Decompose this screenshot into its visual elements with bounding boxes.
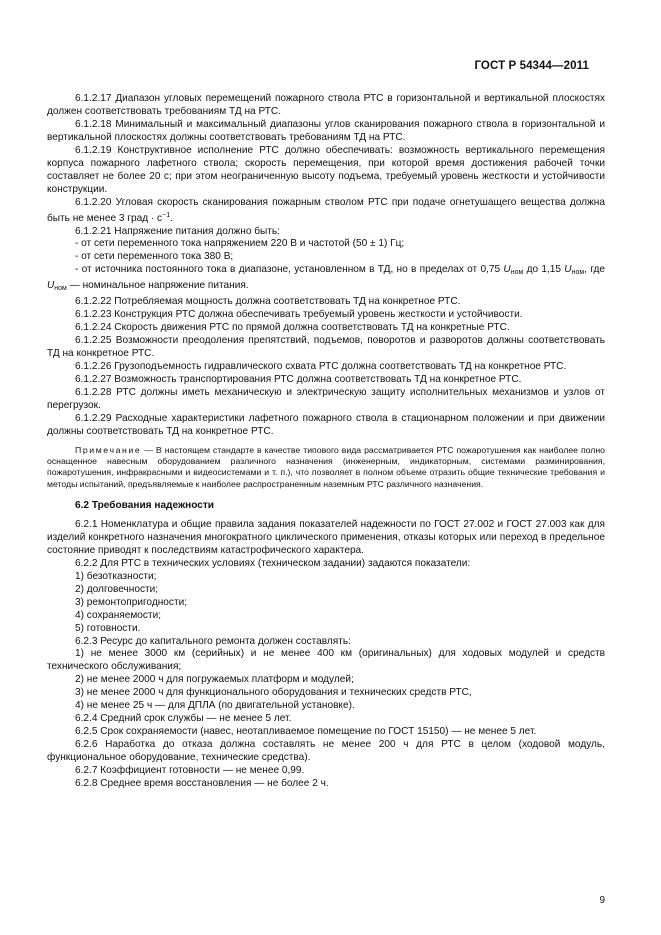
dc-text-b: до 1,15 [523,264,565,276]
paragraph-6-1-2-22: 6.1.2.22 Потребляемая мощность должна соответствовать ТД на конкретное РТС. [75,296,461,308]
paragraph-6-1-2-24: 6.1.2.24 Скорость движения РТС по прямой должна соответствовать ТД на конкретные РТС. [75,322,510,334]
paragraph-6-1-2-17: 6.1.2.17 Диапазон угловых перемещений пожарного ствола РТС в горизонтальной и вертикальной плоскостях должен соответствовать требованиям ТД на РТС. [47,93,605,117]
dc-text-c: , где [584,264,605,276]
voltage-symbol: U [564,264,572,276]
paragraph-6-1-2-19: 6.1.2.19 Конструктивное исполнение РТС должно обеспечивать: возможность вертикального перемещения корпуса пожарного лафетного ствола; скорость перемещения, при которой время достижения рабочей точки составляет не более 20 с; при этом неограниченную высоту подъема, требуемый уровень жесткости и устойчивости конструкции. [47,144,605,195]
dc-text-d: — номинальное напряжение питания. [66,280,249,292]
paragraph-6-1-2-21: 6.1.2.21 Напряжение питания должно быть: [75,225,280,237]
paragraph-6-1-2-28: 6.1.2.28 РТС должны иметь механическую и электрическую защиту исполнительных механизмов и узлов от перегрузок. [47,386,605,411]
paragraph-6-1-2-25: 6.1.2.25 Возможности преодоления препятствий, подъемов, поворотов и разворотов должны соответствовать ТД на конкретное РТС. [47,335,605,360]
paragraph-6-2-7: 6.2.7 Коэффициент готовности — не менее 0,99. [75,765,305,777]
list-item: 1) безотказности; [75,570,157,582]
paragraph-6-2-2: 6.2.2 Для РТС в технических условиях (техническом задании) задаются показатели: [75,557,471,569]
note-label: Примечание [75,444,142,455]
paragraph-6-1-2-20 [47,197,605,226]
section-title-6-2: 6.2 Требования надежности [75,499,214,511]
page-number: 9 [599,895,605,906]
list-item: 3) ремонтопригодности; [75,596,188,608]
list-item: 1) не менее 3000 км (серийных) и не менее 400 км (оригинальных) для ходовых модулей и средств технического обслуживания; [47,648,605,673]
list-item: 5) готовности. [75,622,141,634]
paragraph-6-1-2-29: 6.1.2.29 Расходные характеристики лафетного пожарного ствола в стационарном положении и при движении должны соответствовать ТД на конкретное РТС. [47,412,605,437]
list-item: 2) долговечности; [75,583,159,595]
dc-text-a: - от источника постоянного тока в диапазоне, установленном в ТД, но в пределах от 0,75 [75,264,504,276]
paragraph-6-2-1: 6.2.1 Номенклатура и общие правила задания показателей надежности по ГОСТ 27.002 и ГОСТ 27.003 как для изделий конкретного назначения многократного циклического применения, отказы которых или переход в предельное состояние приводят к последствиям катастрофического характера. [47,518,605,556]
paragraph-6-1-2-23: 6.1.2.23 Конструкция РТС должна обеспечивать требуемый уровень жесткости и устойчивости. [75,309,523,321]
page-body [47,93,605,791]
power-item-ac220: - от сети переменного тока напряжением 220 В и частотой (50 ± 1) Гц; [75,238,405,250]
paragraph-6-1-2-26: 6.1.2.26 Грузоподъемность гидравлического схвата РТС должна соответствовать ТД на конкретное РТС. [75,361,567,373]
voltage-symbol: U [503,264,511,276]
note-text: — В настоящем стандарте в качестве типового вида рассматривается РТС пожаротушения как наиболее полно оснащенное навесным оборудованием различного назначения (инженерным, индикаторным, системами разминирования, пожаротушения, инфракрасными и видеосистемами и т. п.), что позволяет в полном объеме отразить общие технические требования и методы испытаний, предъявляемые к наиболее распространенным наземным РТС различного назначения. [47,444,605,489]
note-paragraph [47,445,605,490]
unit-superscript: −1 [162,211,171,219]
nominal-subscript: ном [571,269,585,277]
list-item: 2) не менее 2000 ч для погружаемых платформ и модулей; [75,674,354,686]
paragraph-6-2-3: 6.2.3 Ресурс до капитального ремонта должен составлять: [75,635,351,647]
list-item: 4) сохраняемости; [75,609,162,621]
document-number: ГОСТ Р 54344—2011 [474,60,589,72]
list-item: 3) не менее 2000 ч для функционального оборудования и технических средств РТС, [75,687,472,699]
paragraph-6-1-2-27: 6.1.2.27 Возможность транспортирования РТС должна соответствовать ТД на конкретное РТС. [75,374,522,386]
voltage-symbol: U [47,280,55,292]
paragraph-6-2-8: 6.2.8 Среднее время восстановления — не более 2 ч. [75,777,329,789]
paragraph-6-1-2-20-text: 6.1.2.20 Угловая скорость сканирования пожарным стволом РТС при подаче огнетушащего вещества должна быть не менее 3 град · с [47,196,605,224]
paragraph-6-1-2-20-tail: . [170,212,173,224]
paragraph-6-2-6: 6.2.6 Наработка до отказа должна составлять не менее 200 ч для РТС в целом (ходовой модуль, функциональное оборудование, технические средства). [47,739,605,764]
nominal-subscript: ном [510,269,524,277]
paragraph-6-1-2-18: 6.1.2.18 Минимальный и максимальный диапазоны углов сканирования пожарного ствола в горизонтальной и вертикальной плоскостях должны соответствовать требованиям ТД на РТС. [47,118,605,143]
paragraph-6-2-5: 6.2.5 Срок сохраняемости (навес, неотапливаемое помещение по ГОСТ 15150) — не менее 5 лет. [75,726,537,738]
power-item-ac380: - от сети переменного тока 380 В; [75,251,234,263]
list-item: 4) не менее 25 ч — для ДПЛА (по двигательной установке). [75,700,355,712]
nominal-subscript: ном [54,285,67,293]
power-item-dc [47,264,605,296]
paragraph-6-2-4: 6.2.4 Средний срок службы — не менее 5 лет. [75,713,292,725]
